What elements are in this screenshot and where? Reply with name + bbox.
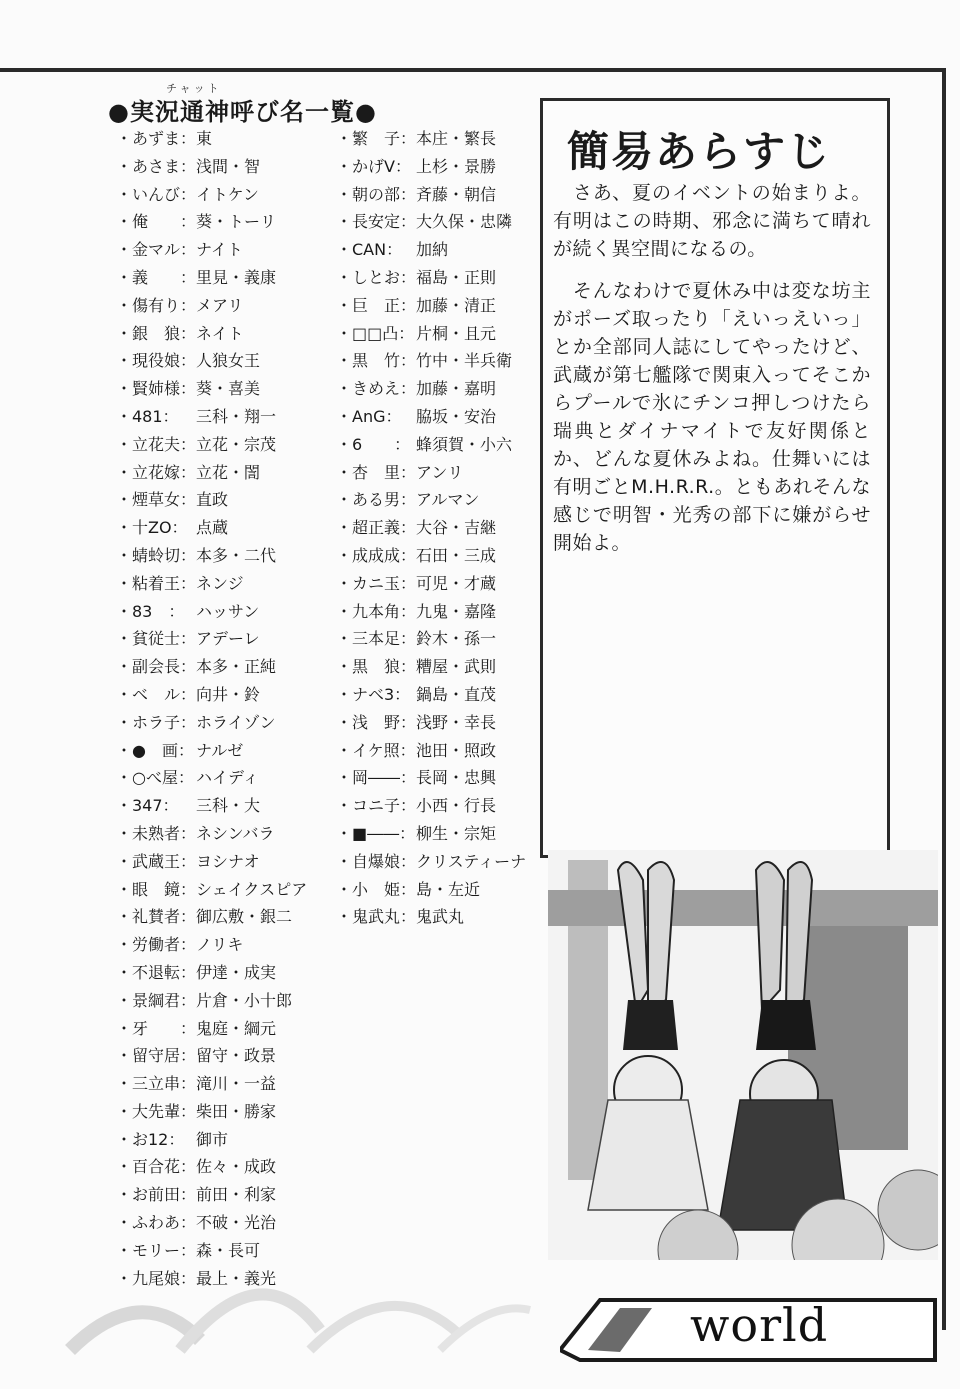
character-name: ハイディ: [196, 768, 259, 788]
nickname: ・岡――：: [336, 768, 417, 788]
nickname: ・義 ：: [116, 267, 197, 287]
character-name: メアリ: [196, 295, 244, 315]
nickname: ・立花夫：: [116, 434, 197, 454]
nickname-entry: [116, 1042, 336, 1070]
nickname-list-left: [116, 125, 336, 1292]
character-name: ネシンバラ: [196, 823, 275, 843]
character-name: 御広敷・銀二: [196, 907, 293, 927]
nickname-entry: [116, 431, 336, 459]
nickname: ・黒 狼：: [336, 657, 417, 677]
decorative-brush-strokes: [60, 1160, 540, 1360]
nickname-entry: [116, 514, 336, 542]
character-name: 長岡・忠興: [416, 768, 497, 788]
character-name: 柴田・勝家: [196, 1101, 277, 1121]
character-name: 本多・二代: [196, 545, 277, 565]
nickname-entry: [116, 208, 336, 236]
nickname: ・三本足：: [336, 629, 417, 649]
character-name: クリスティーナ: [416, 851, 527, 871]
character-name: アデーレ: [196, 629, 260, 649]
nickname-entry: [116, 903, 336, 931]
nickname-entry: [336, 264, 546, 292]
nickname: ・牙 ：: [116, 1018, 197, 1038]
nickname-entry: [116, 320, 336, 348]
nickname-entry: [336, 125, 546, 153]
nickname: ・九尾娘：: [116, 1268, 197, 1288]
nickname: ・鬼武丸：: [336, 907, 417, 927]
nickname-entry: [336, 292, 546, 320]
character-name: 不破・光治: [196, 1213, 277, 1233]
character-name: 脇坂・安治: [416, 406, 497, 426]
heading-title: ●実況通神呼び名一覧●: [108, 98, 377, 126]
character-name: アンリ: [416, 462, 464, 482]
nickname-entry: [336, 542, 546, 570]
nickname: ・百合花：: [116, 1157, 197, 1177]
character-name: イトケン: [196, 184, 259, 204]
character-name: 森・長可: [196, 1240, 261, 1260]
nickname: ・立花嫁：: [116, 462, 197, 482]
character-name: 石田・三成: [416, 545, 497, 565]
nickname: ・繁 子：: [336, 129, 417, 148]
nickname: ・現役娘：: [116, 351, 197, 371]
character-name: 蜂須賀・小六: [416, 434, 513, 454]
nickname-entry: [116, 820, 336, 848]
nickname: ・長安定：: [336, 212, 417, 232]
nickname-entry: [116, 459, 336, 487]
nickname-entry: [116, 181, 336, 209]
nickname-entry: [116, 876, 336, 904]
nickname: ・貧従士：: [116, 629, 197, 649]
nickname-entry: [116, 764, 336, 792]
nickname-entry: [336, 153, 546, 181]
nickname-entry: [116, 625, 336, 653]
character-name: アルマン: [416, 490, 480, 510]
nickname: ・大先輩：: [116, 1101, 197, 1121]
nickname-entry: [336, 848, 546, 876]
heading-ruby: チャット: [166, 82, 222, 95]
nickname: ・● 画：: [116, 740, 194, 760]
nickname: ・自爆娘：: [336, 851, 417, 871]
character-name: 大谷・吉継: [416, 518, 497, 538]
nickname: ・あずま：: [116, 129, 197, 148]
nickname: ・浅 野：: [336, 712, 417, 732]
nickname: ・お前田：: [116, 1185, 197, 1205]
synopsis-paragraph-2: そんなわけで夏休み中は変な坊主がポーズ取ったり「えいっえいっ」とか全部同人誌にしてやったけど、武蔵が第七艦隊で関東入ってそこからプールで氷にチンコ押しつけたら瑞典とダイナマイトで友好関係とか、どんな夏休みよね。仕舞いには有明ごとM.H.R.R.。ともあれそんな感じで明智・光秀の部下に嫌がらせ開始よ。: [553, 280, 871, 554]
illustration: [548, 850, 938, 1260]
nickname-entry: [116, 1070, 336, 1098]
nickname: ・CAN：: [336, 240, 403, 260]
nickname-entry: [116, 1015, 336, 1043]
nickname: ・■――：: [336, 823, 416, 843]
character-name: 向井・鈴: [196, 684, 261, 704]
nickname: ・留守居：: [116, 1046, 197, 1066]
nickname-list-right: [336, 125, 546, 931]
character-name: 斉藤・朝信: [416, 184, 497, 204]
character-name: ノリキ: [196, 935, 244, 955]
nickname-entry: [116, 570, 336, 598]
nickname: ・九本角：: [336, 601, 417, 621]
nickname: ・ベ ル：: [116, 684, 197, 704]
nickname: ・しとお：: [336, 267, 417, 287]
character-name: 御市: [196, 1129, 229, 1149]
character-name: ホライゾン: [196, 712, 276, 732]
character-name: 加納: [416, 240, 449, 260]
character-name: 小西・行長: [416, 796, 497, 816]
nickname-entry: [116, 653, 336, 681]
nickname-entry: [336, 403, 546, 431]
nickname: ・ふわあ：: [116, 1213, 197, 1233]
nickname: ・眼 鏡：: [116, 879, 197, 899]
nickname: ・カニ玉：: [336, 573, 417, 593]
character-name: 三科・大: [196, 796, 261, 816]
nickname: ・かげV：: [336, 156, 411, 176]
nickname: ・いんび：: [116, 184, 197, 204]
character-name: 上杉・景勝: [416, 156, 497, 176]
character-name: 三科・翔一: [196, 406, 277, 426]
character-name: ナイト: [196, 240, 243, 260]
nickname-entry: [116, 403, 336, 431]
nickname: ・十ZO：: [116, 518, 188, 538]
nickname-entry: [336, 236, 546, 264]
character-name: 最上・義光: [196, 1268, 277, 1288]
nickname: ・巨 正：: [336, 295, 417, 315]
nickname: ・金マル：: [116, 240, 197, 260]
nickname: ・労働者：: [116, 935, 197, 955]
nickname-entry: [336, 208, 546, 236]
nickname-entry: [336, 653, 546, 681]
world-label: world: [690, 1298, 829, 1352]
nickname-entry: [116, 153, 336, 181]
nickname-entry: [116, 292, 336, 320]
nickname: ・武蔵王：: [116, 851, 197, 871]
nickname: ・未熟者：: [116, 823, 197, 843]
character-name: 片倉・小十郎: [196, 990, 293, 1010]
character-name: 伊達・成実: [196, 962, 277, 982]
character-name: 九鬼・嘉隆: [416, 601, 497, 621]
nickname-entry: [116, 264, 336, 292]
nickname: ・347：: [116, 796, 179, 816]
character-name: 片桐・且元: [416, 323, 497, 343]
character-name: 柳生・宗矩: [416, 823, 497, 843]
character-name: 葵・トーリ: [196, 212, 277, 232]
character-name: ネンジ: [196, 573, 244, 593]
character-name: 立花・誾: [196, 462, 261, 482]
nickname: ・黒 竹：: [336, 351, 417, 371]
nickname-entry: [116, 347, 336, 375]
nickname: ・あさま：: [116, 156, 197, 176]
character-name: 立花・宗茂: [196, 434, 277, 454]
nickname: ・煙草女：: [116, 490, 197, 510]
nickname-entry: [336, 181, 546, 209]
nickname: ・副会長：: [116, 657, 197, 677]
nickname-entry: [336, 431, 546, 459]
nickname: ・銀 狼：: [116, 323, 197, 343]
nickname-entry: [336, 514, 546, 542]
nickname: ・83 ：: [116, 601, 185, 621]
nickname: ・俺 ：: [116, 212, 197, 232]
nickname: ・きめえ：: [336, 379, 417, 399]
character-name: 人狼女王: [196, 351, 261, 371]
nickname: ・小 姫：: [336, 879, 417, 899]
nickname: ・6 ：: [336, 434, 411, 454]
character-name: 本多・正純: [196, 657, 277, 677]
nickname-entry: [336, 347, 546, 375]
character-name: 東: [196, 129, 213, 148]
synopsis-title: 簡易あらすじ: [567, 127, 832, 176]
nickname-entry: [116, 1098, 336, 1126]
nickname: ・不退転：: [116, 962, 197, 982]
nickname-entry: [336, 792, 546, 820]
world-banner-shape: [560, 1290, 940, 1370]
character-name: 加藤・清正: [416, 295, 497, 315]
character-name: 鍋島・直茂: [416, 684, 497, 704]
nickname: ・超正義：: [336, 518, 417, 538]
nickname: ・481：: [116, 406, 179, 426]
character-name: 鬼武丸: [416, 907, 465, 927]
character-name: 鬼庭・綱元: [196, 1018, 277, 1038]
nickname: ・AnG：: [336, 406, 402, 426]
nickname: ・礼賛者：: [116, 907, 197, 927]
character-name: 滝川・一益: [196, 1074, 277, 1094]
nickname-list-heading: [108, 80, 428, 128]
nickname-entry: [116, 375, 336, 403]
character-name: 浅間・智: [196, 156, 261, 176]
character-name: 本庄・繁長: [416, 129, 497, 148]
character-name: 留守・政景: [196, 1046, 277, 1066]
character-name: 池田・照政: [416, 740, 497, 760]
nickname-entry: [116, 542, 336, 570]
character-name: 鈴木・孫一: [416, 629, 497, 649]
synopsis-paragraph-1: さあ、夏のイベントの始まりよ。有明はこの時期、邪念に満ちて晴れが続く異空間になるの。: [553, 182, 871, 260]
character-name: 前田・利家: [196, 1185, 277, 1205]
character-name: 葵・喜美: [196, 379, 261, 399]
nickname-entry: [336, 625, 546, 653]
nickname-entry: [336, 486, 546, 514]
nickname-entry: [116, 486, 336, 514]
character-name: 里見・義康: [196, 267, 277, 287]
character-name: ナルゼ: [196, 740, 244, 760]
character-name: ヨシナオ: [196, 851, 260, 871]
character-name: 浅野・幸長: [416, 712, 497, 732]
character-name: 直政: [196, 490, 229, 510]
nickname: ・景綱君：: [116, 990, 197, 1010]
character-name: 佐々・成政: [196, 1157, 277, 1177]
nickname-entry: [116, 1126, 336, 1154]
character-name: 可児・才蔵: [416, 573, 497, 593]
nickname: ・イケ照：: [336, 740, 416, 760]
synopsis-box: [540, 98, 890, 858]
character-name: 竹中・半兵衛: [416, 351, 513, 371]
character-name: 点蔵: [196, 518, 229, 538]
nickname-entry: [336, 709, 546, 737]
nickname: ・ホラ子：: [116, 712, 197, 732]
nickname-entry: [336, 737, 546, 765]
nickname-entry: [116, 709, 336, 737]
nickname-entry: [116, 125, 336, 153]
nickname-entry: [116, 987, 336, 1015]
nickname-entry: [116, 236, 336, 264]
nickname: ・ナベ3：: [336, 684, 411, 704]
nickname-entry: [116, 737, 336, 765]
nickname-entry: [336, 375, 546, 403]
nickname-entry: [336, 876, 546, 904]
nickname-entry: [116, 681, 336, 709]
character-name: 福島・正則: [416, 267, 497, 287]
nickname: ・粘着王：: [116, 573, 197, 593]
nickname: ・蜻蛉切：: [116, 545, 197, 565]
nickname: ・お12：: [116, 1129, 185, 1149]
nickname: ・□□凸：: [336, 323, 415, 343]
nickname-entry: [336, 681, 546, 709]
nickname: ・傷有り：: [116, 295, 197, 315]
nickname-entry: [116, 598, 336, 626]
nickname-entry: [336, 903, 546, 931]
nickname-entry: [116, 931, 336, 959]
nickname: ・朝の部：: [336, 184, 417, 204]
nickname: ・ある男：: [336, 490, 417, 510]
nickname: ・コニ子：: [336, 796, 417, 816]
character-name: 加藤・嘉明: [416, 379, 497, 399]
nickname-entry: [336, 320, 546, 348]
character-name: ハッサン: [196, 601, 260, 621]
character-name: ネイト: [196, 323, 244, 343]
character-name: 糟屋・武則: [416, 657, 497, 677]
nickname-entry: [336, 570, 546, 598]
nickname-entry: [336, 598, 546, 626]
character-name: シェイクスピア: [196, 879, 308, 899]
nickname-entry: [336, 764, 546, 792]
nickname: ・三立串：: [116, 1074, 197, 1094]
nickname-entry: [116, 959, 336, 987]
character-name: 島・左近: [416, 879, 481, 899]
nickname: ・賢姉様：: [116, 379, 197, 399]
nickname: ・モリー：: [116, 1240, 197, 1260]
nickname-entry: [336, 459, 546, 487]
nickname: ・杏 里：: [336, 462, 417, 482]
nickname-entry: [116, 792, 336, 820]
nickname-entry: [116, 848, 336, 876]
nickname-entry: [336, 820, 546, 848]
nickname: ・成成成：: [336, 545, 417, 565]
nickname: ・○べ屋：: [116, 768, 194, 788]
character-name: 大久保・忠隣: [416, 212, 513, 232]
